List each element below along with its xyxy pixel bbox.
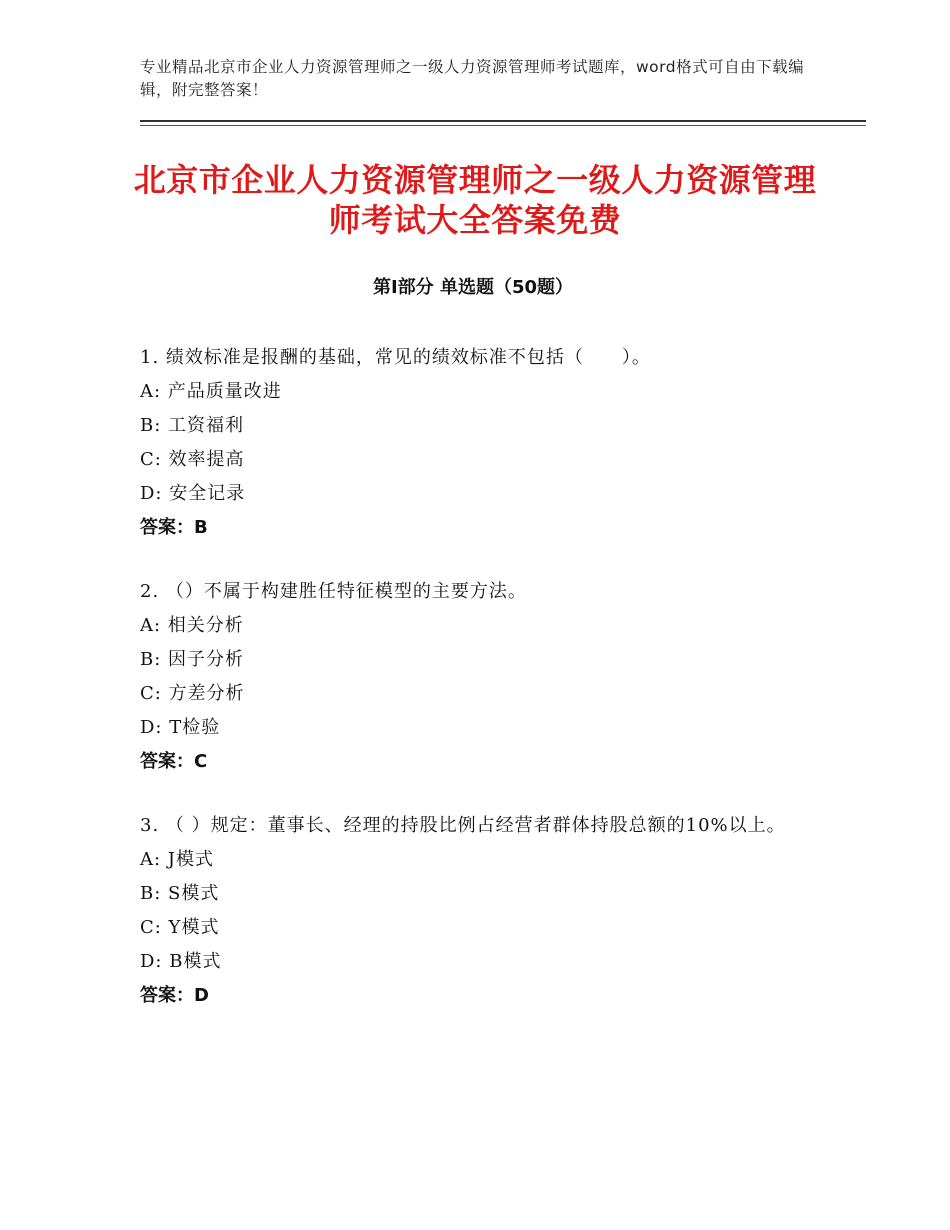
option-a: A: J模式 — [140, 849, 215, 870]
question-stem: 3. （ ）规定：董事长、经理的持股比例占经营者群体持股总额的10%以上。 — [140, 815, 786, 836]
option-a: A: 相关分析 — [140, 615, 244, 636]
question-3 — [140, 811, 810, 1011]
answer: 答案：B — [140, 517, 208, 538]
option-b: B: 因子分析 — [140, 649, 245, 670]
question-stem: 2. （）不属于构建胜任特征模型的主要方法。 — [140, 581, 527, 602]
option-c: C: 效率提高 — [140, 449, 245, 470]
header-rule-thin — [140, 125, 866, 126]
question-1 — [140, 343, 810, 543]
header-rule-thick — [140, 120, 866, 122]
question-2 — [140, 577, 810, 777]
option-b: B: 工资福利 — [140, 415, 245, 436]
answer: 答案：D — [140, 985, 209, 1006]
option-b: B: S模式 — [140, 883, 220, 904]
header-note: 专业精品北京市企业人力资源管理师之一级人力资源管理师考试题库，word格式可自由下载编辑，附完整答案！ — [140, 58, 805, 99]
option-d: D: 安全记录 — [140, 483, 246, 504]
answer: 答案：C — [140, 751, 208, 772]
document-title: 北京市企业人力资源管理师之一级人力资源管理师考试大全答案免费 — [133, 161, 817, 239]
option-c: C: Y模式 — [140, 917, 220, 938]
question-list — [140, 343, 810, 1045]
section-title: 第Ⅰ部分 单选题（50题） — [372, 277, 573, 298]
option-d: D: T检验 — [140, 717, 221, 738]
option-c: C: 方差分析 — [140, 683, 245, 704]
question-stem: 1. 绩效标准是报酬的基础，常见的绩效标准不包括（ ）。 — [140, 347, 651, 368]
option-d: D: B模式 — [140, 951, 222, 972]
option-a: A: 产品质量改进 — [140, 381, 282, 402]
